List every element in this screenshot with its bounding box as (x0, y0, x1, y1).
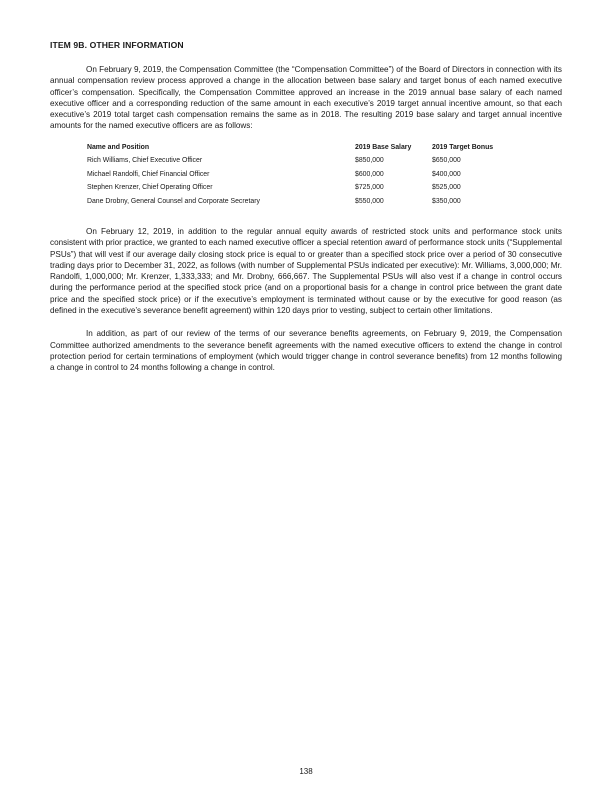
table-row (87, 171, 502, 185)
table-row (87, 184, 502, 198)
cell-bonus: $650,000 (432, 156, 461, 164)
cell-name: Dane Drobny, General Counsel and Corporate Secretary (87, 198, 260, 206)
compensation-table (87, 144, 502, 212)
cell-bonus: $350,000 (432, 198, 461, 206)
cell-salary: $725,000 (355, 184, 384, 192)
table-row (87, 157, 502, 171)
cell-bonus: $525,000 (432, 184, 461, 192)
table-row (87, 198, 502, 212)
paragraph-supplemental-psus: On February 12, 2019, in addition to the regular annual equity awards of restricted stock units and performance stock units consistent with prior practice, we granted to each named executive officer a special retention award of performance stock units (“Supplemental PSUs”) that will vest if our average daily closing stock price is equal to or greater than a specified stock price over a period of 30 consecutive trading days prior to December 31, 2022, as follows (with number of Supplemental PSUs indicated per executive): Mr. Williams, 3,000,000; Mr. Randolfi, 1,000,000; Mr. Krenzer, 1,333,333; and Mr. Drobny, 666,667. The Supplemental PSUs will also vest if a change in control occurs during the performance period at the specified stock price (and on a proportional basis for a change in control price between the grant date price and the specified stock price) or if the executive’s employment is terminated without cause or by the executive for good reason (as defined in the executive’s severance benefit agreement) within 120 days prior to vesting, subject to certain other limitations. (50, 226, 562, 316)
paragraph-severance-amendments: In addition, as part of our review of the terms of our severance benefits agreements, on February 9, 2019, the Compensation Committee authorized amendments to the severance benefit agreements with the named executive officers to extend the change in control protection period for certain terminations of employment (which would trigger change in control severance benefits) from 12 months following a change in control to 24 months following a change in control. (50, 329, 562, 373)
cell-name: Stephen Krenzer, Chief Operating Officer (87, 184, 213, 192)
cell-salary: $600,000 (355, 170, 384, 178)
column-header-bonus: 2019 Target Bonus (432, 143, 494, 151)
paragraph-compensation-change: On February 9, 2019, the Compensation Committee (the “Compensation Committee”) of the Board of Directors in connection with its annual compensation review process approved a change in the allocation between base salary and target bonus of each named executive officer’s compensation. Specifically, the Compensation Committee approved an increase in the 2019 annual base salary of each named executive officer and a corresponding reduction of the same amount in each executive’s 2019 target annual incentive amount, so that each executive’s 2019 total target cash compensation remains the same as in 2018. The resulting 2019 base salary and target annual incentive amounts for the named executive officers are as follows: (50, 65, 562, 131)
cell-salary: $550,000 (355, 198, 384, 206)
cell-name: Rich Williams, Chief Executive Officer (87, 156, 203, 164)
cell-name: Michael Randolfi, Chief Financial Officer (87, 170, 210, 178)
document-page (50, 40, 562, 386)
page-number: 138 (299, 767, 313, 776)
cell-bonus: $400,000 (432, 170, 461, 178)
column-header-name: Name and Position (87, 143, 150, 151)
table-header-row (87, 144, 502, 157)
section-heading: ITEM 9B. OTHER INFORMATION (50, 40, 184, 50)
cell-salary: $850,000 (355, 156, 384, 164)
column-header-salary: 2019 Base Salary (355, 143, 412, 151)
